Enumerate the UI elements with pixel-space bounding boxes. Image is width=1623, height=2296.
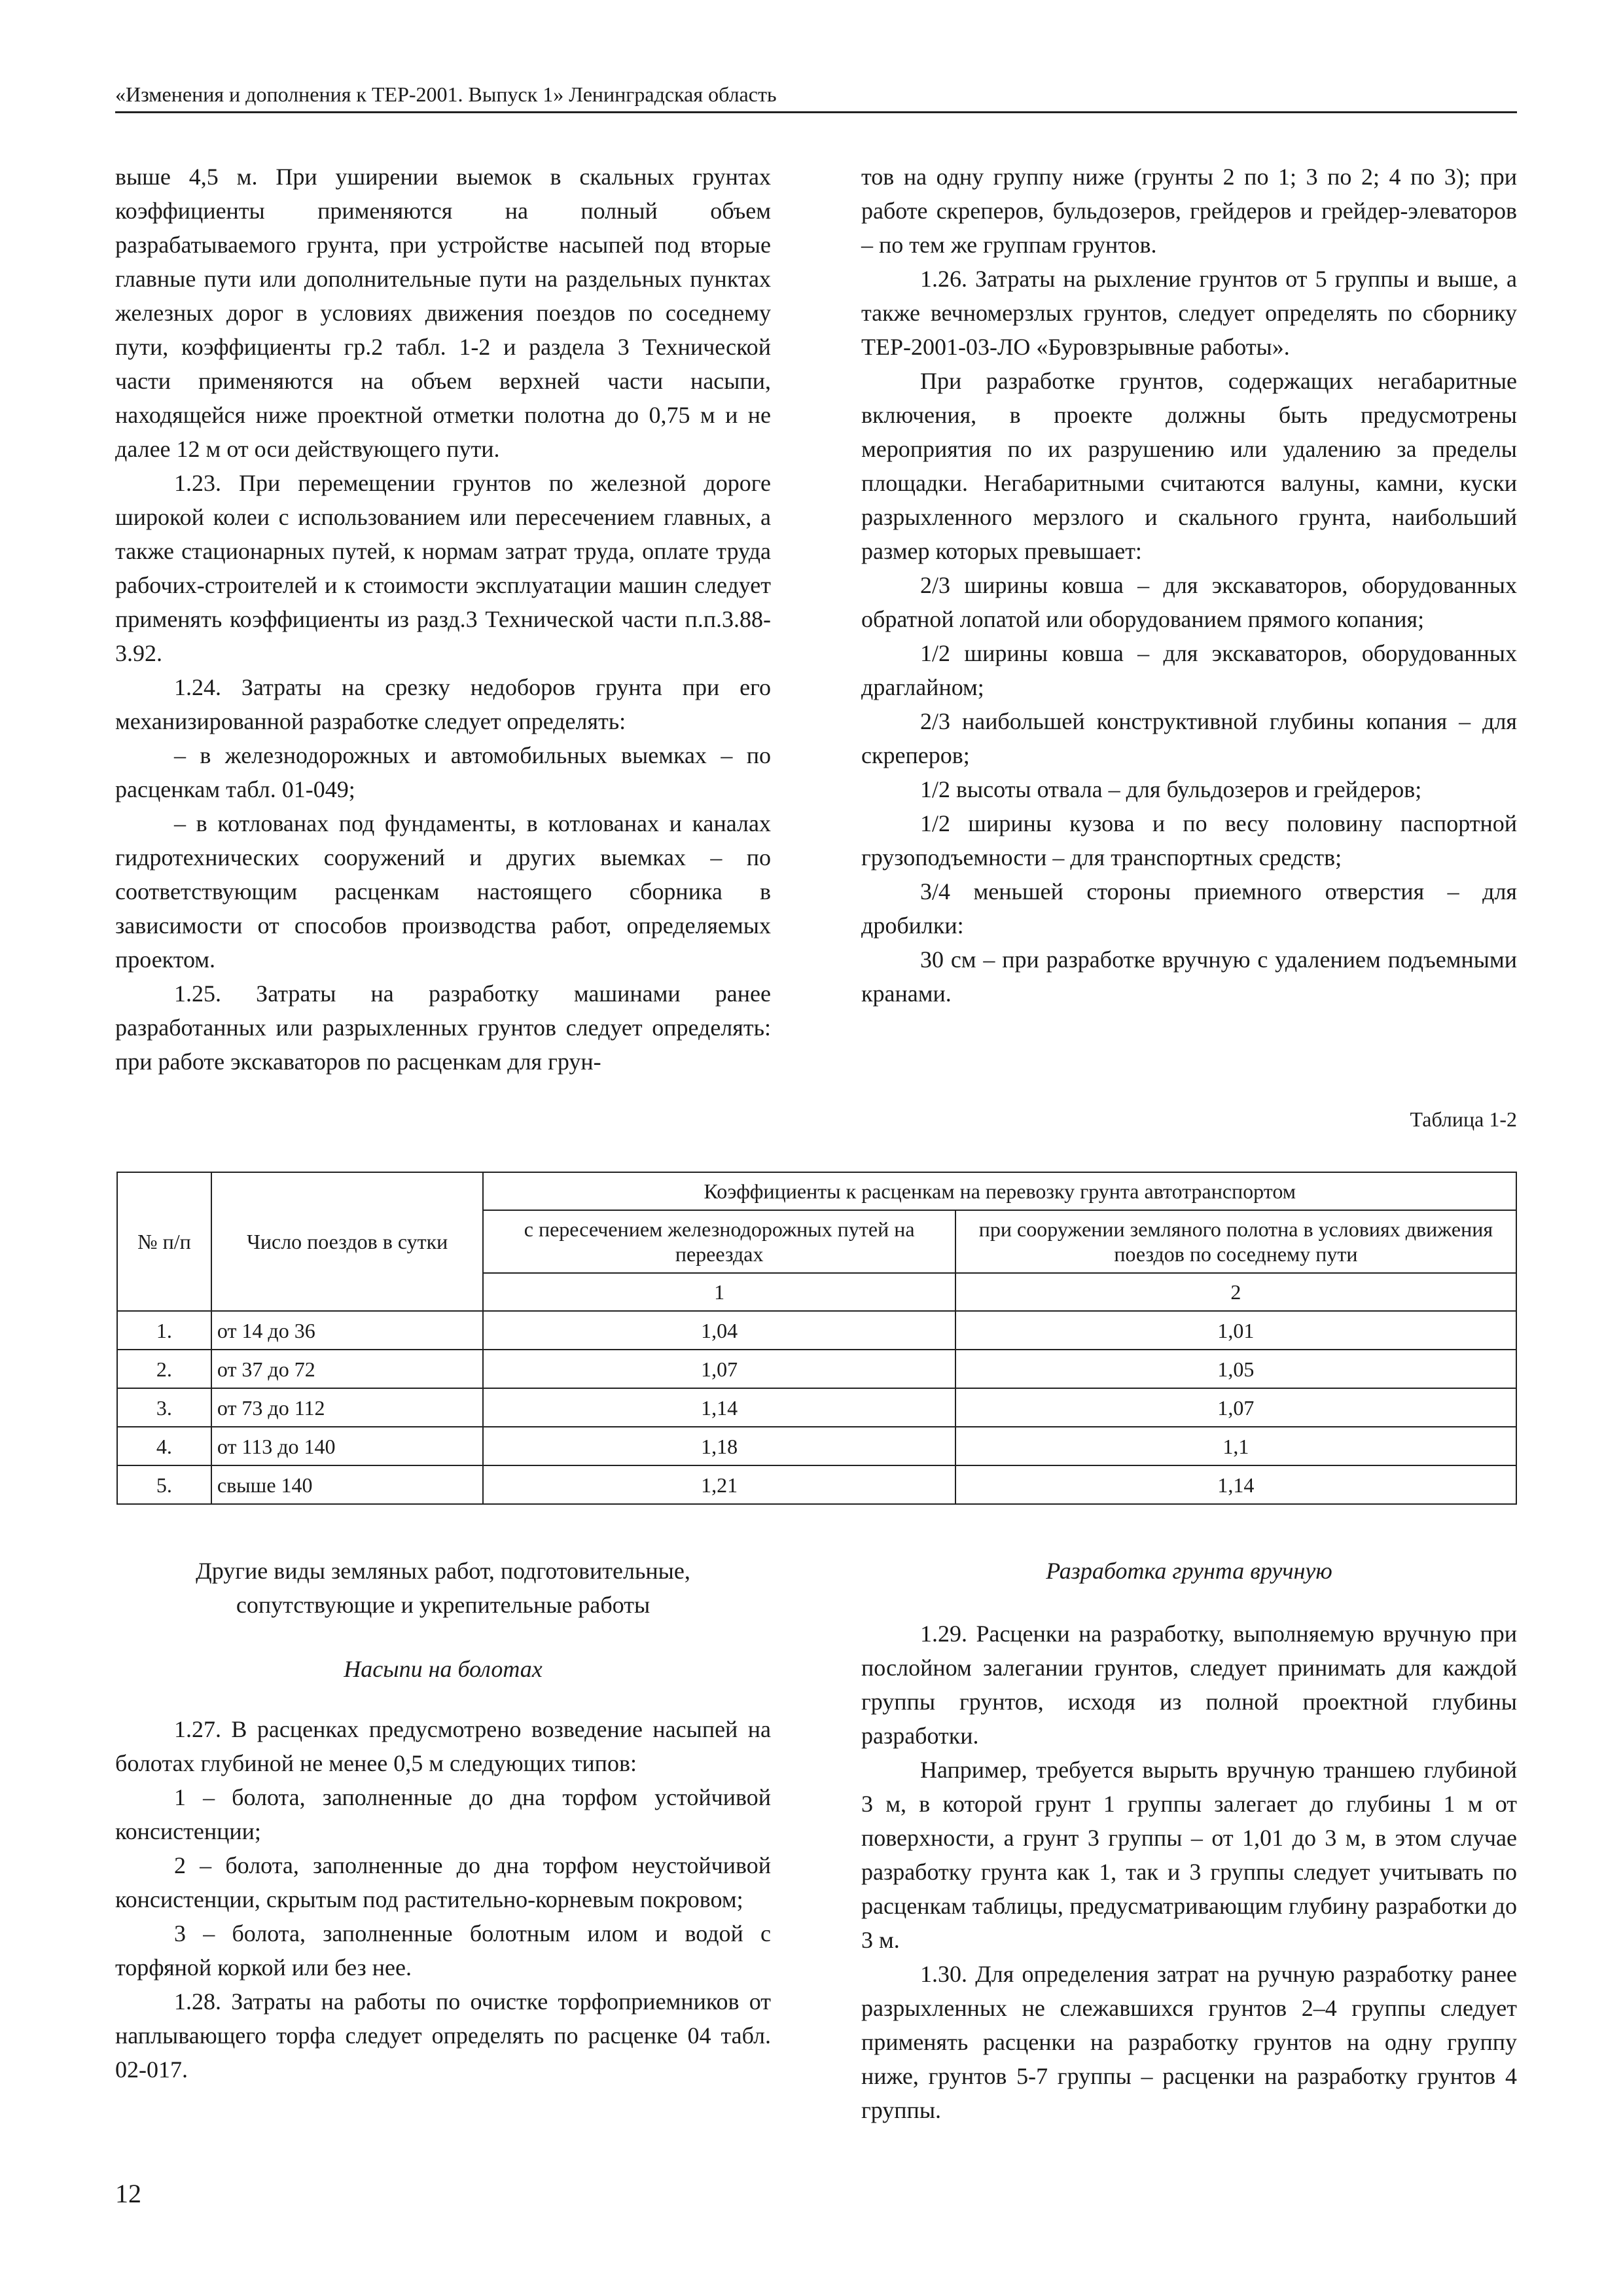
table-cell-n: 4. — [117, 1427, 211, 1465]
paragraph: 2 – болота, заполненные до дна торфом неустойчивой консистенции, скрытым под растительно-корневым покровом; — [115, 1852, 771, 1912]
table-cell-c2: 1,05 — [955, 1350, 1516, 1388]
paragraph: тов на одну группу ниже (грунты 2 по 1; 3 по 2; 4 по 3); при работе скреперов, бульдозеров, грейдеров и грейдер-элеваторов – по тем же группам грунтов. — [861, 164, 1517, 258]
table-row — [117, 1311, 1516, 1350]
header-col2-number: 2 — [955, 1273, 1516, 1311]
header-col1: с пересечением железнодорожных путей на переездах — [483, 1210, 955, 1273]
header-col1-number: 1 — [483, 1273, 955, 1311]
paragraph: выше 4,5 м. При уширении выемок в скальных грунтах коэффициенты применяются на полный объем разрабатываемого грунта, при устройстве насыпей под вторые главные пути или дополнительные пути на раздельных пунктах железных дорог в условиях движения поездов по соседнему пути, коэффициенты гр.2 табл. 1-2 и раздела 3 Технической части применяются на объем верхней части насыпи, находящейся ниже проектной отметки полотна до 0,75 м и не далее 12 м от оси действующего пути. — [115, 164, 771, 462]
paragraph: 1/2 ширины ковша – для экскаваторов, оборудованных драглайном; — [861, 640, 1517, 700]
subsection-title-swamps: Насыпи на болотах — [344, 1656, 543, 1682]
table-cell-c2: 1,14 — [955, 1465, 1516, 1504]
table-cell-n: 2. — [117, 1350, 211, 1388]
paragraph: 1.23. При перемещении грунтов по железной дороге широкой колеи с использованием или пересечением главных, а также стационарных путей, к нормам затрат труда, оплате труда рабочих-строителей и к стоимости эксплуатации машин следует применять коэффициенты из разд.3 Технической части п.п.3.88-3.92. — [115, 470, 771, 666]
paragraph: 3/4 меньшей стороны приемного отверстия – для дробилки: — [861, 878, 1517, 939]
table-cell-trains: свыше 140 — [211, 1465, 484, 1504]
table-cell-n: 1. — [117, 1311, 211, 1350]
table-cell-trains: от 73 до 112 — [211, 1388, 484, 1427]
paragraph: 2/3 наибольшей конструктивной глубины копания – для скреперов; — [861, 708, 1517, 768]
running-header: «Изменения и дополнения к ТЕР-2001. Выпуск 1» Ленинградская область — [115, 81, 1517, 113]
page-number: 12 — [115, 2179, 141, 2208]
table-cell-trains: от 113 до 140 — [211, 1427, 484, 1465]
header-trains: Число поездов в сутки — [211, 1172, 484, 1311]
paragraph: 1.26. Затраты на рыхление грунтов от 5 группы и выше, а также вечномерзлых грунтов, следует определять по сборнику ТЕР-2001-03-ЛО «Буровзрывные работы». — [861, 266, 1517, 360]
table-cell-n: 5. — [117, 1465, 211, 1504]
table-cell-trains: от 14 до 36 — [211, 1311, 484, 1350]
paragraph: 2/3 ширины ковша – для экскаваторов, оборудованных обратной лопатой или оборудованием прямого копания; — [861, 572, 1517, 632]
paragraph: 30 см – при разработке вручную с удалением подъемными кранами. — [861, 946, 1517, 1007]
paragraph: Например, требуется вырыть вручную траншею глубиной 3 м, в которой грунт 1 группы залегает до глубины 1 м от поверхности, а грунт 3 группы – от 1,01 до 3 м, в этом случае разработку грунта как 1, так и 3 группы следует учитывать по расценкам таблицы, предусматривающим глубину разработки до 3 м. — [861, 1757, 1517, 1953]
table-row — [117, 1350, 1516, 1388]
paragraph: 1.25. Затраты на разработку машинами ранее разработанных или разрыхленных грунтов следует определять: при работе экскаваторов по расценкам для грун- — [115, 980, 771, 1075]
paragraph: 1.30. Для определения затрат на ручную разработку ранее разрыхленных не слежавшихся грунтов 2–4 группы следует применять расценки на разработку грунтов на одну группу ниже, грунтов 5-7 группы – расценки на разработку грунтов 4 группы. — [861, 1961, 1517, 2123]
table-cell-c1: 1,18 — [483, 1427, 955, 1465]
table-cell-n: 3. — [117, 1388, 211, 1427]
table-row — [117, 1388, 1516, 1427]
table-cell-c2: 1,1 — [955, 1427, 1516, 1465]
paragraph: При разработке грунтов, содержащих негабаритные включения, в проекте должны быть предусмотрены мероприятия по их разрушению или удалению за пределы площадки. Негабаритными считаются валуны, камни, куски разрыхленного мерзлого и скального грунта, наибольший размер которых превышает: — [861, 368, 1517, 564]
paragraph: 1 – болота, заполненные до дна торфом устойчивой консистенции; — [115, 1784, 771, 1844]
table-row — [117, 1465, 1516, 1504]
subsection-title-manual: Разработка грунта вручную — [1046, 1558, 1332, 1584]
table-cell-c2: 1,07 — [955, 1388, 1516, 1427]
paragraph: 3 – болота, заполненные болотным илом и водой с торфяной коркой или без нее. — [115, 1920, 771, 1981]
table-caption: Таблица 1-2 — [1410, 1107, 1517, 1131]
paragraph: 1/2 высоты отвала – для бульдозеров и грейдеров; — [920, 776, 1422, 802]
bottom-left-column — [115, 1712, 771, 2087]
section-title: Другие виды земляных работ, подготовительные, сопутствующие и укрепительные работы — [196, 1558, 690, 1618]
paragraph: 1.24. Затраты на срезку недоборов грунта при его механизированной разработке следует определять: — [115, 674, 771, 734]
top-left-column — [115, 160, 771, 1079]
bottom-right-column — [861, 1617, 1517, 2127]
paragraph: 1.27. В расценках предусмотрено возведение насыпей на болотах глубиной не менее 0,5 м следующих типов: — [115, 1716, 771, 1776]
header-col2: при сооружении земляного полотна в условиях движения поездов по соседнему пути — [955, 1210, 1516, 1273]
table-cell-c2: 1,01 — [955, 1311, 1516, 1350]
table-cell-c1: 1,14 — [483, 1388, 955, 1427]
top-right-column — [861, 160, 1517, 1011]
coefficients-table — [116, 1172, 1517, 1505]
paragraph: 1.28. Затраты на работы по очистке торфоприемников от наплывающего торфа следует определять по расценке 04 табл. 02-017. — [115, 1988, 771, 2083]
table-cell-c1: 1,04 — [483, 1311, 955, 1350]
paragraph: – в котлованах под фундаменты, в котлованах и каналах гидротехнических сооружений и других выемках – по соответствующим расценкам настоящего сборника в зависимости от способов производства работ, определяемых проектом. — [115, 810, 771, 973]
table-cell-c1: 1,07 — [483, 1350, 955, 1388]
table-row — [117, 1427, 1516, 1465]
paragraph: 1/2 ширины кузова и по весу половину паспортной грузоподъемности – для транспортных средств; — [861, 810, 1517, 870]
table-cell-trains: от 37 до 72 — [211, 1350, 484, 1388]
paragraph: – в железнодорожных и автомобильных выемках – по расценкам табл. 01-049; — [115, 742, 771, 802]
table-cell-c1: 1,21 — [483, 1465, 955, 1504]
paragraph: 1.29. Расценки на разработку, выполняемую вручную при послойном залегании грунтов, следует принимать для каждой группы грунтов, исходя из полной проектной глубины разработки. — [861, 1621, 1517, 1749]
header-num: № п/п — [117, 1172, 211, 1311]
header-coefficients: Коэффициенты к расценкам на перевозку грунта автотранспортом — [483, 1172, 1516, 1210]
